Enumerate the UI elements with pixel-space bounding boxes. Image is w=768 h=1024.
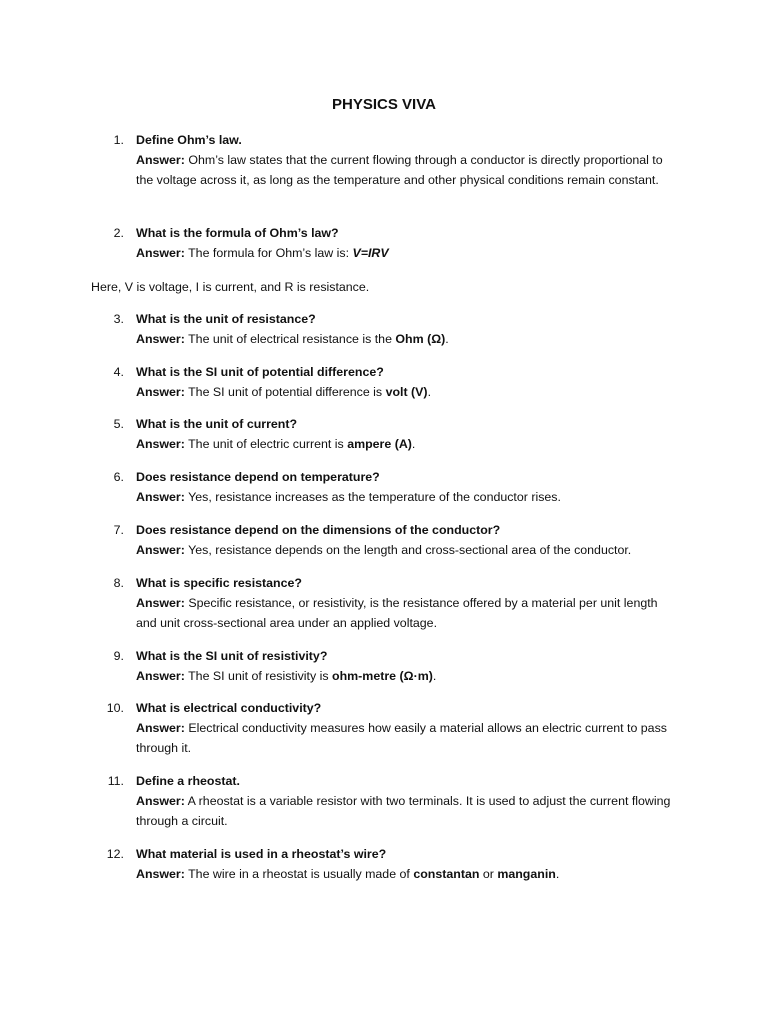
answer-label: Answer: — [136, 867, 185, 881]
qa-item — [0, 414, 768, 454]
question-text: What is the unit of resistance? — [136, 312, 316, 326]
answer-text: Answer: Specific resistance, or resistivity, is the resistance offered by a material per unit length and unit cross-sectional area under an applied voltage. — [136, 596, 658, 630]
question-text: What material is used in a rheostat’s wire? — [136, 847, 387, 861]
page-title: PHYSICS VIVA — [332, 96, 436, 113]
qa-item — [0, 223, 768, 263]
question-text: Does resistance depend on the dimensions of the conductor? — [136, 523, 501, 537]
item-number: 10. — [106, 701, 124, 715]
item-number: 8. — [113, 576, 124, 590]
formula: V=IRV — [352, 246, 389, 260]
qa-item — [0, 646, 768, 686]
answer-text: Answer: Electrical conductivity measures how easily a material allows an electric current to pass through it. — [136, 721, 667, 755]
qa-item — [0, 362, 768, 402]
question-text: What is specific resistance? — [136, 576, 302, 590]
item-number: 9. — [113, 649, 124, 663]
question-text: What is the unit of current? — [136, 417, 298, 431]
answer-text: Answer: The wire in a rheostat is usually made of constantan or manganin. — [136, 867, 560, 881]
answer-label: Answer: — [136, 246, 185, 260]
qa-item — [0, 844, 768, 884]
qa-item — [0, 771, 768, 831]
item-number: 3. — [113, 312, 124, 326]
answer-text: Answer: The unit of electrical resistance is the Ohm (Ω). — [136, 332, 449, 346]
answer-text: Answer: Yes, resistance increases as the temperature of the conductor rises. — [136, 490, 561, 504]
formula-note: Here, V is voltage, I is current, and R is resistance. — [91, 280, 370, 294]
question-text: What is the SI unit of resistivity? — [136, 649, 328, 663]
qa-item — [0, 130, 768, 190]
question-text: Does resistance depend on temperature? — [136, 470, 380, 484]
qa-item — [0, 309, 768, 349]
answer-label: Answer: — [136, 669, 185, 683]
answer-label: Answer: — [136, 437, 185, 451]
answer-text: Answer: The unit of electric current is ampere (A). — [136, 437, 416, 451]
answer-text: Answer: The SI unit of potential difference is volt (V). — [136, 385, 432, 399]
qa-item — [0, 467, 768, 507]
qa-item — [0, 698, 768, 758]
qa-item — [0, 573, 768, 633]
answer-text: Answer: The formula for Ohm’s law is: V=IRV — [136, 246, 389, 260]
item-number: 4. — [113, 365, 124, 379]
answer-label: Answer: — [136, 385, 185, 399]
question-text: What is the formula of Ohm’s law? — [136, 226, 339, 240]
answer-label: Answer: — [136, 332, 185, 346]
item-number: 12. — [106, 847, 124, 861]
item-number: 7. — [113, 523, 124, 537]
item-number: 6. — [113, 470, 124, 484]
answer-text: Answer: A rheostat is a variable resistor with two terminals. It is used to adjust the current flowing through a circuit. — [136, 794, 671, 828]
item-number: 5. — [113, 417, 124, 431]
question-text: What is electrical conductivity? — [136, 701, 322, 715]
answer-text: Answer: Yes, resistance depends on the length and cross-sectional area of the conductor. — [136, 543, 632, 557]
qa-item — [0, 520, 768, 560]
item-number: 1. — [113, 133, 124, 147]
answer-label: Answer: — [136, 596, 185, 610]
answer-label: Answer: — [136, 794, 185, 808]
answer-label: Answer: — [136, 490, 185, 504]
question-text: Define a rheostat. — [136, 774, 240, 788]
answer-text: Answer: Ohm’s law states that the current flowing through a conductor is directly proportional to the voltage across it, as long as the temperature and other physical conditions remain constant. — [136, 153, 663, 187]
answer-text: Answer: The SI unit of resistivity is ohm-metre (Ω·m). — [136, 669, 437, 683]
question-text: Define Ohm’s law. — [136, 133, 242, 147]
item-number: 2. — [113, 226, 124, 240]
answer-label: Answer: — [136, 543, 185, 557]
answer-label: Answer: — [136, 153, 185, 167]
answer-label: Answer: — [136, 721, 185, 735]
question-text: What is the SI unit of potential difference? — [136, 365, 384, 379]
item-number: 11. — [107, 774, 124, 788]
